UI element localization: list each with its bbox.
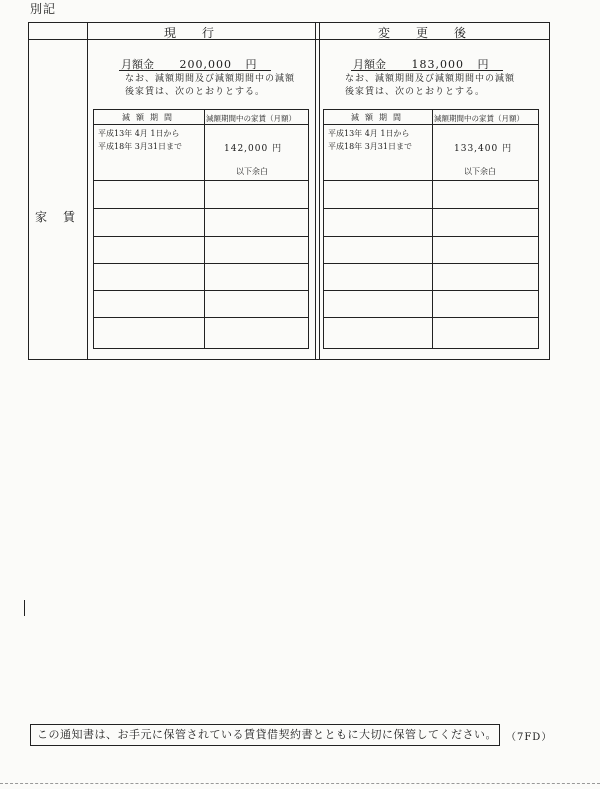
changed-inner-row xyxy=(324,180,538,181)
current-rent-header: 減額期間中の家賃（月額） xyxy=(206,114,296,123)
changed-period-from: 平成13年 4月 1日から xyxy=(328,129,410,138)
changed-inner-row xyxy=(324,236,538,237)
changed-inner-row xyxy=(324,317,538,318)
changed-period xyxy=(328,127,412,153)
changed-inner-row xyxy=(324,290,538,291)
current-inner-row xyxy=(94,180,308,181)
column-header-current: 現行 xyxy=(163,26,240,40)
current-note xyxy=(125,73,295,99)
current-inner-divider xyxy=(204,110,205,348)
current-period-header: 減額期間 xyxy=(122,113,178,122)
changed-period-to: 平成18年 3月31日まで xyxy=(328,142,412,151)
current-note-line1: なお、減額期間及び減額期間中の減額 xyxy=(125,74,296,84)
label-column-divider xyxy=(87,23,88,359)
changed-inner-row xyxy=(324,124,538,125)
current-note-line2: 後家賃は、次のとおりとする。 xyxy=(125,87,266,97)
current-monthly-underline xyxy=(119,70,271,71)
current-monthly-unit: 円 xyxy=(245,58,257,71)
changed-monthly-underline xyxy=(351,70,503,71)
changed-reduction-table xyxy=(323,109,539,349)
rent-change-table xyxy=(28,22,550,360)
current-inner-row xyxy=(94,236,308,237)
current-period-to: 平成18年 3月31日まで xyxy=(98,142,182,151)
current-inner-row xyxy=(94,263,308,264)
column-header-changed: 変更後 xyxy=(377,26,492,40)
current-column-divider-b xyxy=(319,23,320,359)
changed-inner-row xyxy=(324,263,538,264)
changed-rent-header: 減額期間中の家賃（月額） xyxy=(434,114,524,123)
changed-inner-divider xyxy=(432,110,433,348)
current-reduction-table xyxy=(93,109,309,349)
changed-reduced-rent: 133,400 円 xyxy=(454,144,513,154)
changed-monthly-prefix: 月額金 xyxy=(353,58,386,71)
current-inner-row xyxy=(94,290,308,291)
current-monthly-prefix: 月額金 xyxy=(121,58,154,71)
current-reduced-rent: 142,000 円 xyxy=(224,144,283,154)
page-bottom-edge xyxy=(0,783,600,784)
changed-monthly-unit: 円 xyxy=(477,58,489,71)
changed-note xyxy=(345,73,515,99)
row-label-rent: 家賃 xyxy=(35,210,92,224)
current-blank-note: 以下余白 xyxy=(236,167,268,176)
changed-note-line1: なお、減額期間及び減額期間中の減額 xyxy=(345,74,516,84)
current-period xyxy=(98,127,182,153)
changed-note-line2: 後家賃は、次のとおりとする。 xyxy=(345,87,486,97)
current-inner-row xyxy=(94,124,308,125)
annex-label: 別記 xyxy=(30,2,57,16)
current-inner-row xyxy=(94,208,308,209)
current-inner-row xyxy=(94,317,308,318)
current-column-divider-a xyxy=(315,23,316,359)
footer-notice: この通知書は、お手元に保管されている賃貸借契約書とともに大切に保管してください。 xyxy=(30,724,500,746)
form-code: （7FD） xyxy=(506,732,553,743)
changed-period-header: 減額期間 xyxy=(351,113,407,122)
current-period-from: 平成13年 4月 1日から xyxy=(98,129,180,138)
changed-monthly-amount: 183,000 xyxy=(411,58,464,71)
current-monthly-amount: 200,000 xyxy=(179,58,232,71)
changed-blank-note: 以下余白 xyxy=(464,167,496,176)
changed-inner-row xyxy=(324,208,538,209)
margin-tick-mark xyxy=(24,600,25,616)
